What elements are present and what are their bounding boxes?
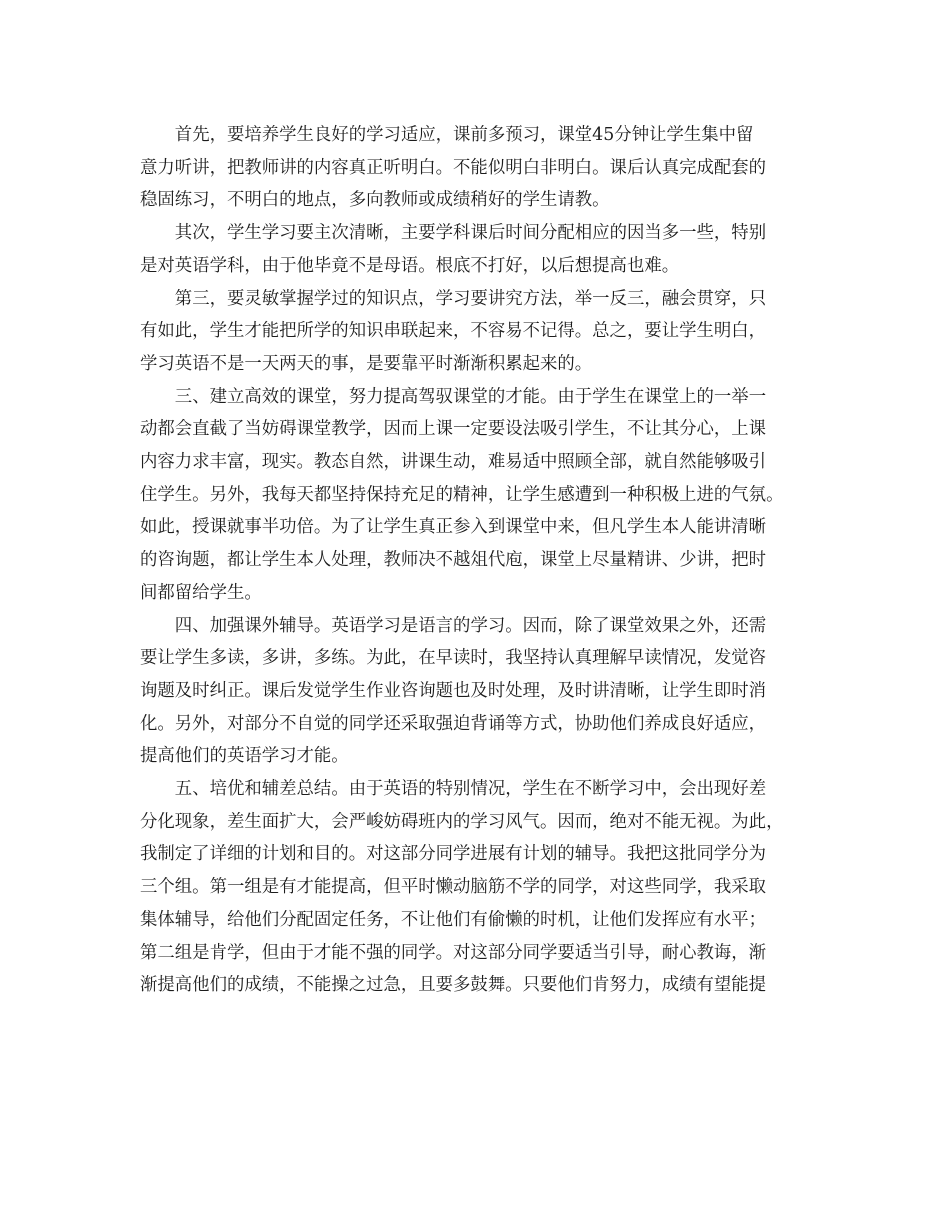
text-line: 意力听讲，把教师讲的内容真正听明白。不能似明白非明白。课后认真完成配套的 <box>140 157 767 178</box>
text-line: 第二组是肯学，但由于才能不强的同学。对这部分同学要适当引导，耐心教诲，渐 <box>140 942 767 963</box>
document-body <box>140 119 820 1002</box>
text-line: 第三，要灵敏掌握学过的知识点，学习要讲究方法，举一反三，融会贯穿，只 <box>174 288 767 309</box>
text-line: 如此，授课就事半功倍。为了让学生真正参入到课堂中来，但凡学生本人能讲清晰 <box>140 517 767 538</box>
paragraph <box>140 381 820 610</box>
text-line: 首先，要培养学生良好的学习适应，课前多预习，课堂45分钟让学生集中留 <box>174 125 754 145</box>
text-line: 间都留给学生。 <box>140 582 262 603</box>
paragraph <box>140 119 820 217</box>
text-line: 分化现象，差生面扩大，会严峻妨碍班内的学习风气。因而，绝对不能无视。为此， <box>140 811 784 832</box>
text-line: 五、培优和辅差总结。由于英语的特别情况，学生在不断学习中，会出现好差 <box>174 779 767 800</box>
text-line: 渐提高他们的成绩，不能操之过急，且要多鼓舞。只要他们肯努力，成绩有望能提 <box>140 975 767 996</box>
text-line: 询题及时纠正。课后发觉学生作业咨询题也及时处理，及时讲清晰，让学生即时消 <box>140 680 767 701</box>
text-line: 四、加强课外辅导。英语学习是语言的学习。因而，除了课堂效果之外，还需 <box>174 615 767 636</box>
text-line: 要让学生多读，多讲，多练。为此，在早读时，我坚持认真理解早读情况，发觉咨 <box>140 648 767 669</box>
text-line: 我制定了详细的计划和目的。对这部分同学进展有计划的辅导。我把这批同学分为 <box>140 844 767 865</box>
text-line: 提高他们的英语学习才能。 <box>140 746 349 767</box>
text-line: 其次，学生学习要主次清晰，主要学科课后时间分配相应的因当多一些，特别 <box>174 223 767 244</box>
text-line: 集体辅导，给他们分配固定任务，不让他们有偷懒的时机，让他们发挥应有水平； <box>140 909 767 930</box>
text-line: 三个组。第一组是有才能提高，但平时懒动脑筋不学的同学，对这些同学，我采取 <box>140 877 767 898</box>
text-line: 内容力求丰富，现实。教态自然，讲课生动，难易适中照顾全部，就自然能够吸引 <box>140 452 767 473</box>
paragraph <box>140 217 820 282</box>
text-line: 化。另外，对部分不自觉的同学还采取强迫背诵等方式，协助他们养成良好适应， <box>140 713 767 734</box>
text-line: 住学生。另外，我每天都坚持保持充足的精神，让学生感遭到一种积极上进的气氛。 <box>140 484 784 505</box>
paragraph <box>140 773 820 1002</box>
text-line: 是对英语学科，由于他毕竟不是母语。根底不打好，以后想提高也难。 <box>140 255 680 276</box>
text-line: 学习英语不是一天两天的事，是要靠平时渐渐积累起来的。 <box>140 353 593 374</box>
text-line: 有如此，学生才能把所学的知识串联起来，不容易不记得。总之，要让学生明白， <box>140 321 767 342</box>
text-line: 稳固练习，不明白的地点，多向教师或成绩稍好的学生请教。 <box>140 190 610 211</box>
paragraph <box>140 610 820 774</box>
text-line: 三、建立高效的课堂，努力提高驾驭课堂的才能。由于学生在课堂上的一举一 <box>174 386 767 407</box>
text-line: 的咨询题，都让学生本人处理，教师决不越俎代庖，课堂上尽量精讲、少讲，把时 <box>140 550 767 571</box>
paragraph <box>140 283 820 381</box>
text-line: 动都会直截了当妨碍课堂教学，因而上课一定要设法吸引学生，不让其分心，上课 <box>140 419 767 440</box>
